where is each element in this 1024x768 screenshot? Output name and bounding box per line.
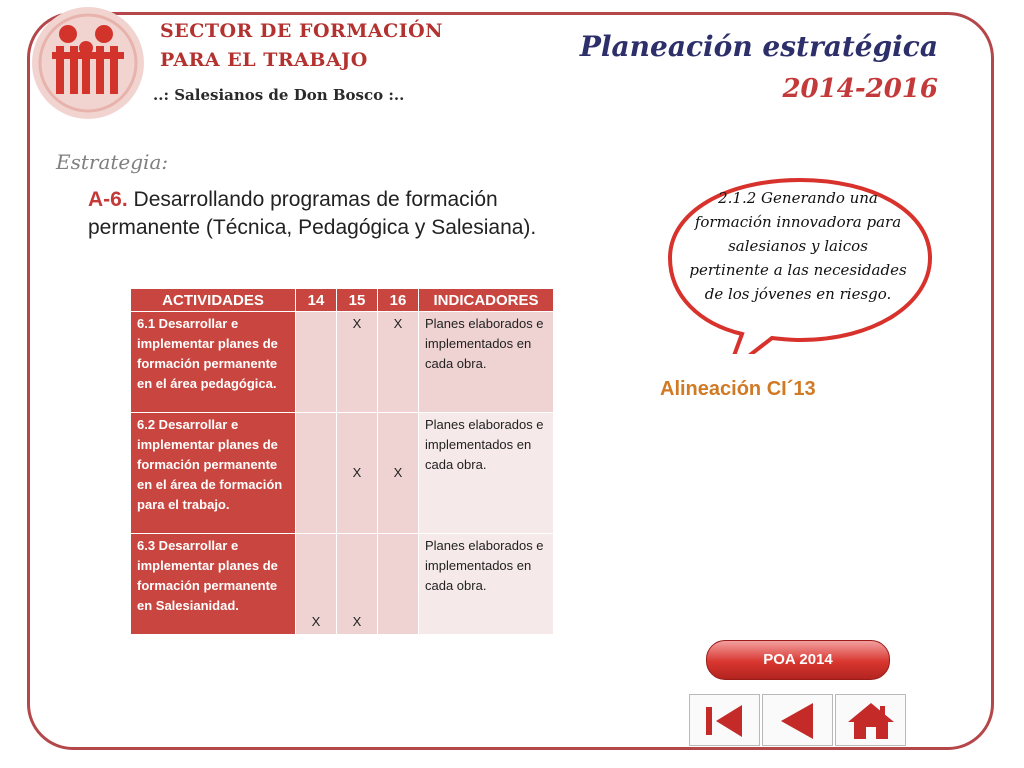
- org-name-line1: SECTOR DE FORMACIÓN: [160, 20, 444, 42]
- year-15-cell: X: [337, 312, 378, 413]
- activity-cell: 6.2 Desarrollar e implementar planes de formación permanente en el área de formación para el trabajo.: [131, 413, 296, 534]
- page-years: 2014-2016: [782, 74, 938, 104]
- salesian-logo: [26, 4, 150, 122]
- year-14-cell: [296, 312, 337, 413]
- home-icon: [836, 695, 907, 747]
- year-16-cell: X: [378, 413, 419, 534]
- header-actividades: ACTIVIDADES: [131, 289, 296, 312]
- year-15-cell: X: [337, 534, 378, 635]
- nav-first-button[interactable]: [689, 694, 760, 746]
- activity-cell: 6.1 Desarrollar e implementar planes de formación permanente en el área pedagógica.: [131, 312, 296, 413]
- header-indicadores: INDICADORES: [419, 289, 554, 312]
- table-row: [131, 534, 554, 635]
- org-tagline: ..: Salesianos de Don Bosco :..: [153, 86, 405, 104]
- strategy-label: Estrategia:: [56, 150, 169, 174]
- year-14-cell: X: [296, 534, 337, 635]
- indicator-cell: Planes elaborados e implementados en cada obra.: [419, 312, 554, 413]
- strategy-text: Desarrollando programas de formación permanente (Técnica, Pedagógica y Salesiana).: [88, 188, 537, 239]
- nav-home-button[interactable]: [835, 694, 906, 746]
- previous-icon: [763, 695, 834, 747]
- table-row: [131, 312, 554, 413]
- bubble-text: 2.1.2 Generando una formación innovadora para salesianos y laicos pertinente a las necesidades de los jóvenes en riesgo.: [689, 189, 907, 303]
- year-14-cell: [296, 413, 337, 534]
- poa-2014-button[interactable]: POA 2014: [706, 640, 890, 680]
- activity-cell: 6.3 Desarrollar e implementar planes de formación permanente en Salesianidad.: [131, 534, 296, 635]
- org-name-line2: PARA EL TRABAJO: [160, 49, 368, 71]
- indicator-cell: Planes elaborados e implementados en cada obra.: [419, 413, 554, 534]
- year-16-cell: [378, 534, 419, 635]
- header-15: 15: [337, 289, 378, 312]
- year-15-cell: X: [337, 413, 378, 534]
- strategy-code: A-6.: [88, 188, 128, 211]
- table-row: [131, 413, 554, 534]
- strategy-statement: [88, 186, 608, 242]
- activities-table: [130, 288, 554, 635]
- year-16-cell: X: [378, 312, 419, 413]
- page-title: Planeación estratégica: [579, 30, 938, 63]
- table-header-row: [131, 289, 554, 312]
- alignment-label: Alineación CI´13: [660, 378, 816, 400]
- nav-previous-button[interactable]: [762, 694, 833, 746]
- first-page-icon: [690, 695, 761, 747]
- header-14: 14: [296, 289, 337, 312]
- header-16: 16: [378, 289, 419, 312]
- indicator-cell: Planes elaborados e implementados en cada obra.: [419, 534, 554, 635]
